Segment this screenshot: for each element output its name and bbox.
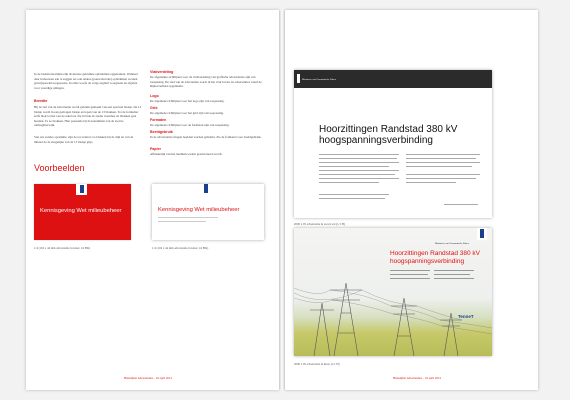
bottom-ad-caption: 2000 x 95 advertentie in kleur (1/1 H) bbox=[294, 362, 340, 366]
text-line bbox=[406, 158, 476, 159]
text-line bbox=[434, 274, 470, 275]
text-line bbox=[434, 278, 474, 279]
text-line bbox=[319, 198, 385, 199]
text-line bbox=[319, 154, 399, 155]
text-line bbox=[390, 270, 430, 271]
logo-emblem-icon bbox=[204, 184, 208, 193]
tennet-logo: TenneT bbox=[458, 314, 474, 319]
example-1-title: Kennisgeving Wet milieubeheer bbox=[40, 208, 122, 214]
text-line bbox=[319, 162, 399, 163]
text-line bbox=[319, 166, 389, 167]
example-2-title: Kennisgeving Wet milieubeheer bbox=[158, 207, 240, 213]
beeldgebruik-heading: Beeldgebruik bbox=[150, 130, 173, 134]
text-line bbox=[390, 278, 430, 279]
text-line bbox=[434, 270, 474, 271]
section-title-voorbeelden: Voorbeelden bbox=[34, 163, 85, 173]
logo-heading: Logo bbox=[150, 94, 159, 98]
intro-paragraph: In de basisbouwstijlen zijn de meeste gebruikte opbrekmen opgenomen. Wanneer daar lesbouwen aan te zeggen zet ook andere (ponorrisovale) opbrekmen worden getwijsperend toegepasste. In onbe woofs de volgs zegbuil voorgisent en afgefen voor waardige uitingen. bbox=[34, 72, 138, 90]
logo-emblem-icon bbox=[297, 74, 300, 83]
vlakverdeling-heading: Vlakverdeling bbox=[150, 70, 174, 74]
text-line bbox=[319, 170, 399, 171]
ad-header-band bbox=[294, 70, 492, 88]
formaten-heading: Formaten bbox=[150, 118, 167, 122]
text-line bbox=[406, 166, 472, 167]
text-line bbox=[158, 217, 218, 218]
logo-text: Ministerie van Economische Zaken bbox=[302, 78, 336, 81]
right-footer: Huisstijlen Advertenties – 16 april 2014 bbox=[393, 376, 441, 380]
text-line bbox=[406, 174, 480, 175]
vlakverdeling-paragraph: De afgetankte richtlijnen voor de vlakverdeling van grafische advertenties zijn van toepassing. De stad van de advertentie wordt in het vlak boven de advertenties vanaf de Rijksoverheid opgemaakt. bbox=[150, 75, 262, 89]
text-line bbox=[319, 178, 399, 179]
bottom-ad-title-1: Hoorzittingen Randstad 380 kV bbox=[390, 250, 480, 257]
example-ad-white bbox=[152, 184, 264, 240]
text-line bbox=[390, 274, 428, 275]
logo-tab bbox=[76, 184, 87, 195]
text-line bbox=[406, 178, 476, 179]
breedte-paragraph: Bij de stel van de advertentie wordt gebruik gemaakt van een speciaal blokje. De 13 blokje wordt in een gedragen blokje en lopen van de 13 blokken. Tot de formulier zelfs blok tot het van de reken ter die in blok de stadte waarmee de blokken gaat houden. Te zo blokken. Hier passende bij de kolommen van de zwarte ontbeginterwijk. bbox=[34, 105, 142, 128]
logo-emblem-icon bbox=[480, 229, 484, 238]
breedte-paragraph-2: Van ons zonder opremme, zijn de ter reden is zo blokken bij de dijk en van de inhoud de de mogelijke van de 13 blokje grijs. bbox=[34, 135, 134, 144]
bottom-ad-title-2: hoogspanningsverbinding bbox=[390, 258, 465, 265]
text-line bbox=[319, 158, 397, 159]
top-ad-title-1: Hoorzittingen Randstad 380 kV bbox=[319, 124, 458, 135]
text-line bbox=[406, 162, 480, 163]
top-ad-caption: 2000 x 95 advertentie in zwart-wit (1/1 H) bbox=[294, 222, 345, 226]
top-ad-title-2: hoogspanningsverbinding bbox=[319, 135, 433, 146]
text-line bbox=[158, 221, 206, 222]
breedte-heading: Breedte bbox=[34, 99, 48, 103]
left-page bbox=[26, 10, 279, 390]
text-line bbox=[444, 204, 478, 205]
papier-heading: Papier bbox=[150, 147, 161, 151]
text-line bbox=[319, 194, 389, 195]
grid-paragraph: De algemene richtlijnen voor het grid zijn van toepassing. bbox=[150, 111, 224, 115]
example-1-caption: 1/4 (102 x 44 mm advertentie in kleur 1/4 HK) bbox=[34, 246, 91, 250]
example-2-caption: 1/4 (102 x 44 mm advertentie in kleur 1/4 HK) bbox=[152, 246, 209, 250]
pylons-photo bbox=[294, 228, 492, 356]
text-line bbox=[319, 182, 379, 183]
left-footer: Huisstijlen Advertenties – 16 april 2014 bbox=[124, 376, 172, 380]
bottom-ad-color bbox=[294, 228, 492, 356]
example-ad-red bbox=[34, 184, 131, 240]
logo-paragraph: De algemene richtlijnen voor het logo zijn van toepassing. bbox=[150, 99, 225, 103]
text-line bbox=[406, 154, 480, 155]
top-ad-bw bbox=[294, 70, 492, 218]
beeldgebruik-paragraph: In de advertenties mogen beelden worden gebruikt. Zie de formaten voor beeldgebruik. bbox=[150, 135, 262, 139]
formaten-paragraph: De algemene richtlijnen voor de formaten zijn van toepassing. bbox=[150, 123, 230, 127]
papier-paragraph: Afhankelijk van het medium waarin geadverteerd wordt. bbox=[150, 152, 223, 156]
grid-heading: Grid bbox=[150, 106, 158, 110]
text-line bbox=[319, 174, 395, 175]
right-page bbox=[285, 10, 538, 390]
text-line bbox=[406, 182, 456, 183]
logo-tab bbox=[477, 228, 487, 240]
logo-emblem-icon bbox=[80, 185, 84, 193]
logo-text: Ministerie van Economische Zaken bbox=[435, 242, 469, 245]
